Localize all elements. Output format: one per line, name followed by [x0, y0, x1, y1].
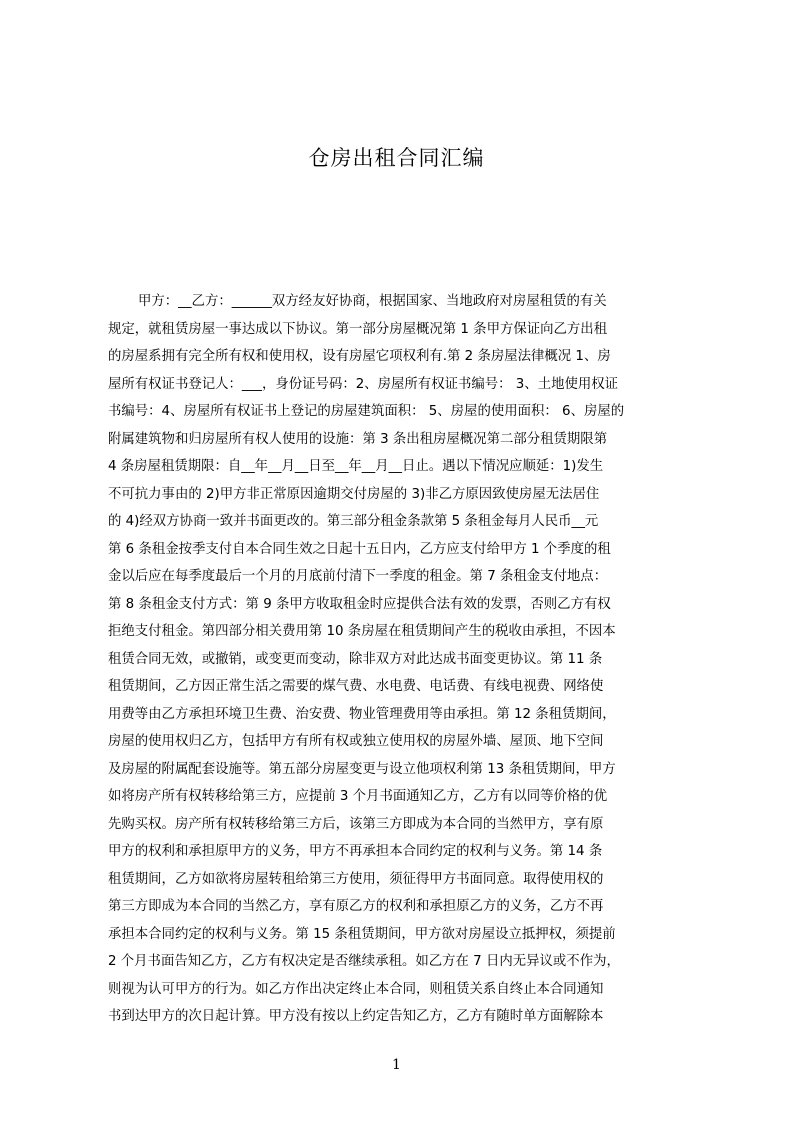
- body-line: 如将房产所有权转移给第三方，应提前 3 个月书面通知乙方，乙方有以同等价格的优: [108, 789, 608, 804]
- document-body: [108, 288, 698, 1031]
- body-line: 租赁合同无效，或撤销，或变更而变动，除非双方对此达成书面变更协议。第 11 条: [108, 651, 603, 667]
- body-line: 书编号：4、房屋所有权证书上登记的房屋建筑面积： 5、房屋的使用面积： 6、房屋的: [108, 404, 625, 419]
- body-line: 金以后应在每季度最后一个月的月底前付清下一季度的租金。第 7 条租金支付地点：: [108, 569, 608, 584]
- body-line: 承担本合同约定的权利与义务。第 15 条租赁期间，甲方欲对房屋设立抵押权，须提前: [108, 926, 616, 942]
- body-line: 用费等由乙方承担环境卫生费、治安费、物业管理费用等由承担。第 12 条租赁期间，: [108, 706, 616, 722]
- body-line: 先购买权。房产所有权转移给第三方后，该第三方即成为本合同的当然甲方，享有原: [108, 816, 604, 832]
- body-line: 第 8 条租金支付方式：第 9 条甲方收取租金时应提供合法有效的发票，否则乙方有权: [108, 596, 611, 612]
- body-line: 的 4)经双方协商一致并书面更改的。第三部分租金条款第 5 条租金每月人民币__元: [108, 514, 599, 529]
- body-line: 规定，就租赁房屋一事达成以下协议。第一部分房屋概况第 1 条甲方保证向乙方出租: [108, 321, 608, 337]
- body-line: 2 个月书面告知乙方，乙方有权决定是否继续承租。如乙方在 7 日内无异议或不作为，: [108, 954, 620, 969]
- body-line: 房屋的使用权归乙方，包括甲方有所有权或独立使用权的房屋外墙、屋顶、地下空间: [108, 734, 604, 749]
- body-line: 拒绝支付租金。第四部分相关费用第 10 条房屋在租赁期间产生的税收由承担，不因本: [108, 624, 616, 639]
- page-number: 1: [392, 1057, 401, 1073]
- body-line: 租赁期间，乙方如欲将房屋转租给第三方使用，须征得甲方书面同意。取得使用权的: [108, 871, 604, 887]
- body-line: 附属建筑物和归房屋所有权人使用的设施：第 3 条出租房屋概况第二部分租赁期限第: [108, 431, 608, 447]
- body-line: 第 6 条租金按季支付自本合同生效之日起十五日内，乙方应支付给甲方 1 个季度的租: [108, 541, 611, 557]
- body-line: 4 条房屋租赁期限：自__年__月__日至__年__月__日止。遇以下情况应顺延：1)发生: [108, 459, 604, 474]
- document-title: 仓房出租合同汇编: [308, 146, 485, 170]
- body-line: 的房屋系拥有完全所有权和使用权，设有房屋它项权利有.第 2 条房屋法律概况 1、房: [108, 349, 611, 364]
- body-line: 不可抗力事由的 2)甲方非正常原因逾期交付房屋的 3)非乙方原因致使房屋无法居住: [108, 486, 600, 502]
- body-line: 甲方的权利和承担原甲方的义务，甲方不再承担本合同约定的权利与义务。第 14 条: [108, 844, 603, 859]
- body-line: 书到达甲方的次日起计算。甲方没有按以上约定告知乙方，乙方有随时单方面解除本: [108, 1009, 604, 1024]
- body-line: 则视为认可甲方的行为。如乙方作出决定终止本合同，则租赁关系自终止本合同通知: [108, 981, 604, 997]
- body-line: 甲方：__乙方：______双方经友好协商，根据国家、当地政府对房屋租赁的有关: [138, 294, 607, 309]
- body-line: 第三方即成为本合同的当然乙方，享有原乙方的权利和承担原乙方的义务，乙方不再: [108, 899, 604, 914]
- body-line: 租赁期间，乙方因正常生活之需要的煤气费、水电费、电话费、有线电视费、网络使: [108, 679, 604, 694]
- body-line: 及房屋的附属配套设施等。第五部分房屋变更与设立他项权利第 13 条租赁期间，甲方: [108, 761, 616, 777]
- body-line: 屋所有权证书登记人：___，身份证号码：2、房屋所有权证书编号： 3、土地使用权证: [108, 376, 619, 392]
